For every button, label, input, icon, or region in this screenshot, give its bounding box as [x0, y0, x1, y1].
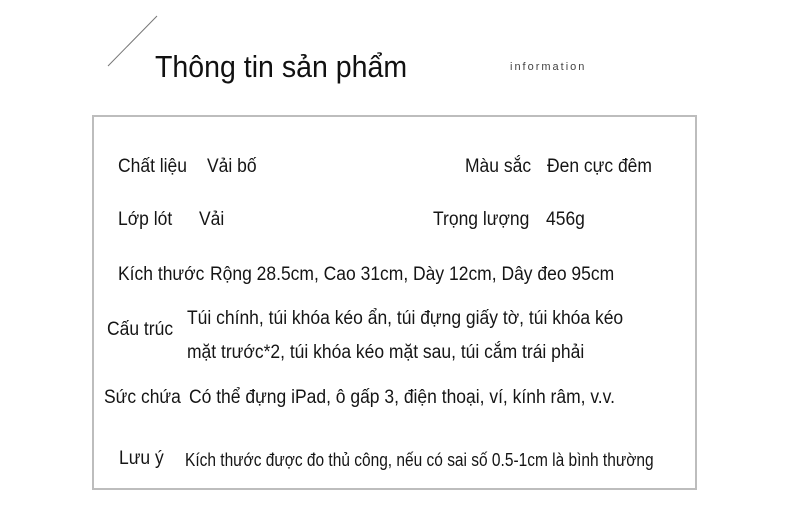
structure-value-line2: mặt trước*2, túi khóa kéo mặt sau, túi cắm trái phải	[187, 342, 585, 363]
material-value: Vải bố	[207, 156, 257, 177]
weight-label: Trọng lượng	[433, 209, 530, 230]
structure-value-line1: Túi chính, túi khóa kéo ẩn, túi đựng giấy tờ, túi khóa kéo	[187, 308, 624, 329]
color-label: Màu sắc	[465, 156, 532, 177]
capacity-value: Có thể đựng iPad, ô gấp 3, điện thoại, ví, kính râm, v.v.	[189, 387, 615, 408]
color-value: Đen cực đêm	[547, 156, 652, 177]
structure-label: Cấu trúc	[107, 319, 174, 340]
material-label: Chất liệu	[118, 156, 187, 177]
size-label: Kích thước	[118, 264, 205, 285]
note-value: Kích thước được đo thủ công, nếu có sai số 0.5-1cm là bình thường	[185, 450, 654, 470]
lining-label: Lớp lót	[118, 209, 173, 230]
lining-value: Vải	[199, 209, 225, 230]
note-label: Lưu ý	[119, 448, 164, 469]
size-value: Rộng 28.5cm, Cao 31cm, Dày 12cm, Dây đeo 95cm	[210, 264, 615, 285]
weight-value: 456g	[546, 209, 585, 230]
capacity-label: Sức chứa	[104, 387, 181, 408]
page-title: Thông tin sản phẩm	[155, 49, 408, 84]
page-subtitle: information	[510, 61, 587, 73]
